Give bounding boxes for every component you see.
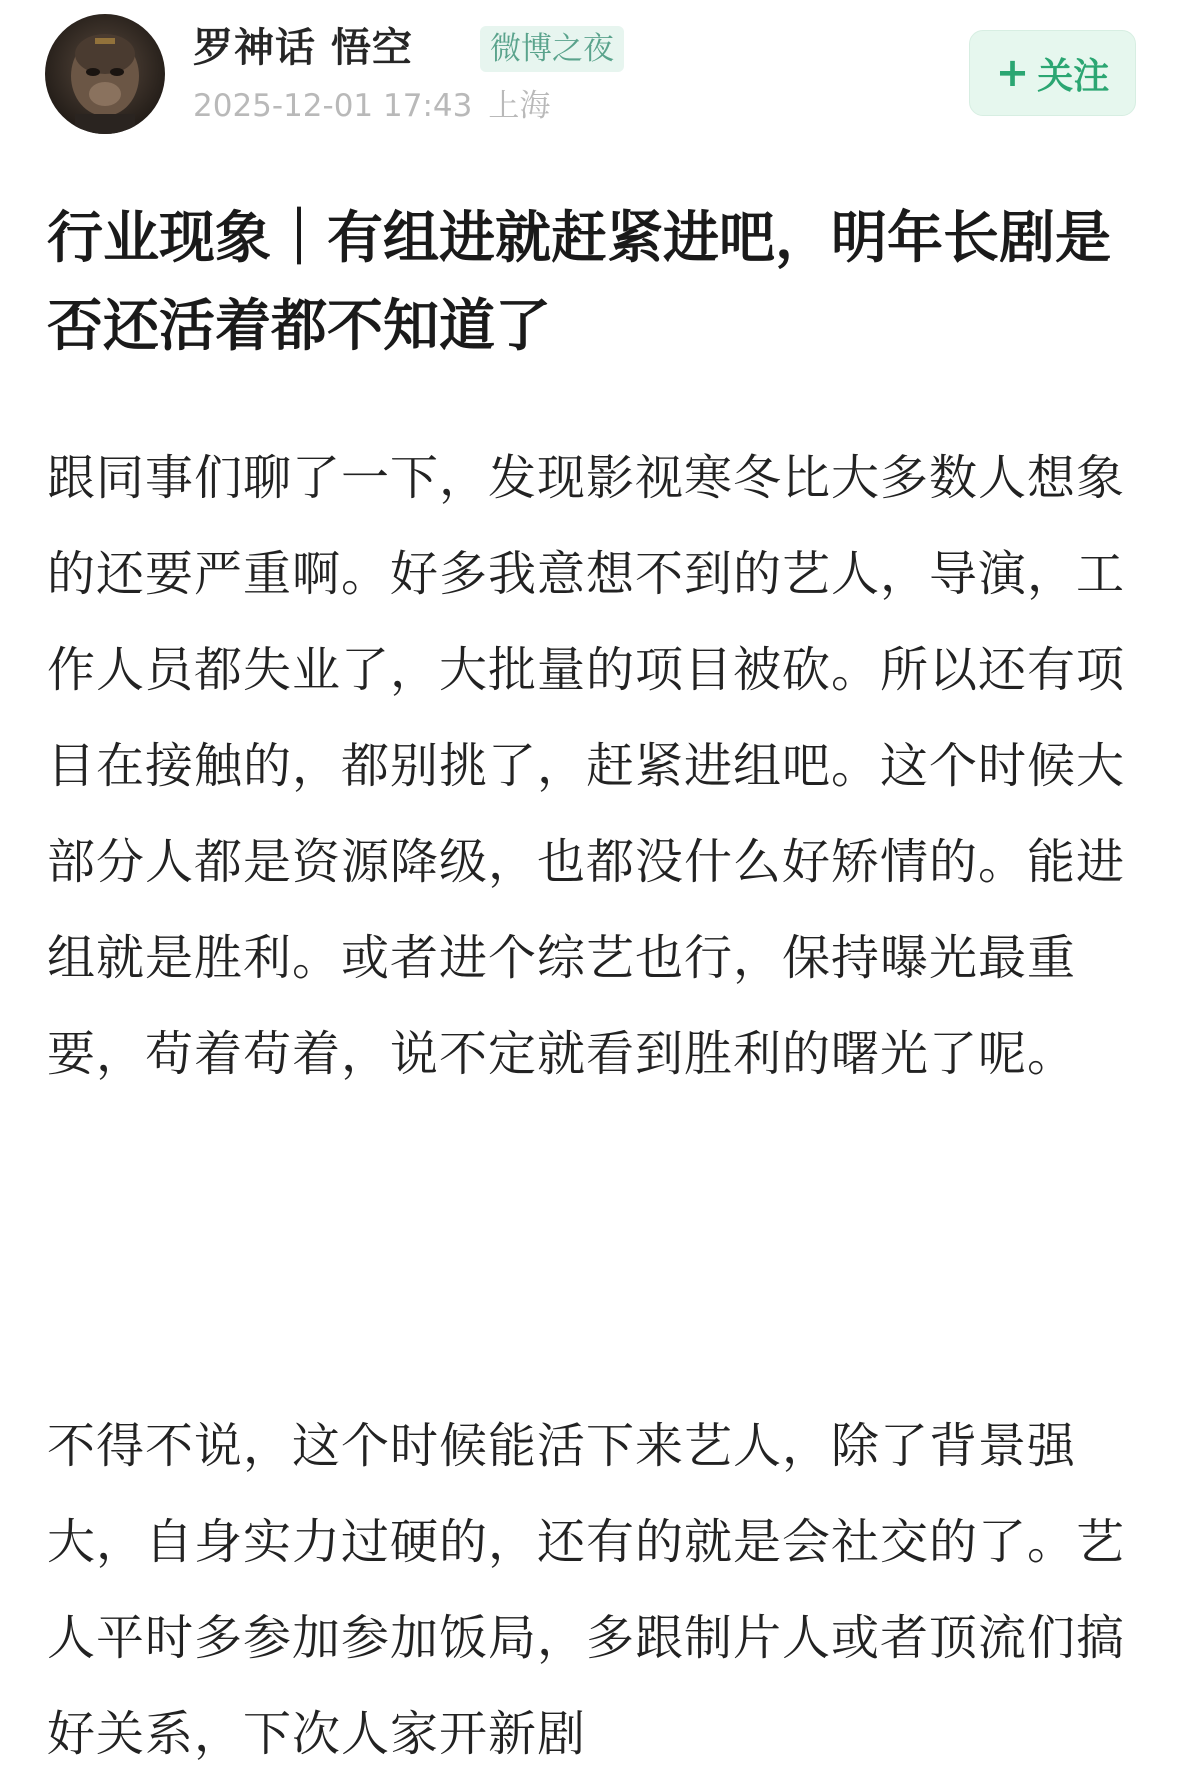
follow-button[interactable] <box>969 30 1136 116</box>
post-timestamp: 2025-12-01 17:43 <box>193 88 473 124</box>
wukong-avatar-icon <box>45 14 165 134</box>
avatar[interactable] <box>45 14 165 134</box>
post-meta <box>193 86 566 126</box>
post-paragraph-2: 不得不说，这个时候能活下来艺人，除了背景强大，自身实力过硬的，还有的就是会社交的了。艺人平时多参加参加饭局，多跟制片人或者顶流们搞好关系，下次人家开新剧 <box>47 1418 1126 1762</box>
author-name[interactable]: 罗神话 悟空 <box>193 25 413 71</box>
post-location: 上海 <box>488 88 551 124</box>
follow-label: 关注 <box>1037 55 1110 97</box>
plus-icon: + <box>995 50 1030 96</box>
post-paragraph-1: 跟同事们聊了一下，发现影视寒冬比大多数人想象的还要严重啊。好多我意想不到的艺人，导演，工作人员都失业了，大批量的项目被砍。所以还有项目在接触的，都别挑了，赶紧进组吧。这个时候大部分人都是资源降级，也都没什么好矫情的。能进组就是胜利。或者进个综艺也行，保持曝光最重要，苟着苟着，说不定就看到胜利的曙光了呢。 <box>47 450 1126 1082</box>
event-badge[interactable]: 微博之夜 <box>480 26 624 72</box>
post-title: 行业现象｜有组进就赶紧进吧，明年长剧是否还活着都不知道了 <box>47 206 1111 359</box>
post-header <box>0 0 1179 150</box>
